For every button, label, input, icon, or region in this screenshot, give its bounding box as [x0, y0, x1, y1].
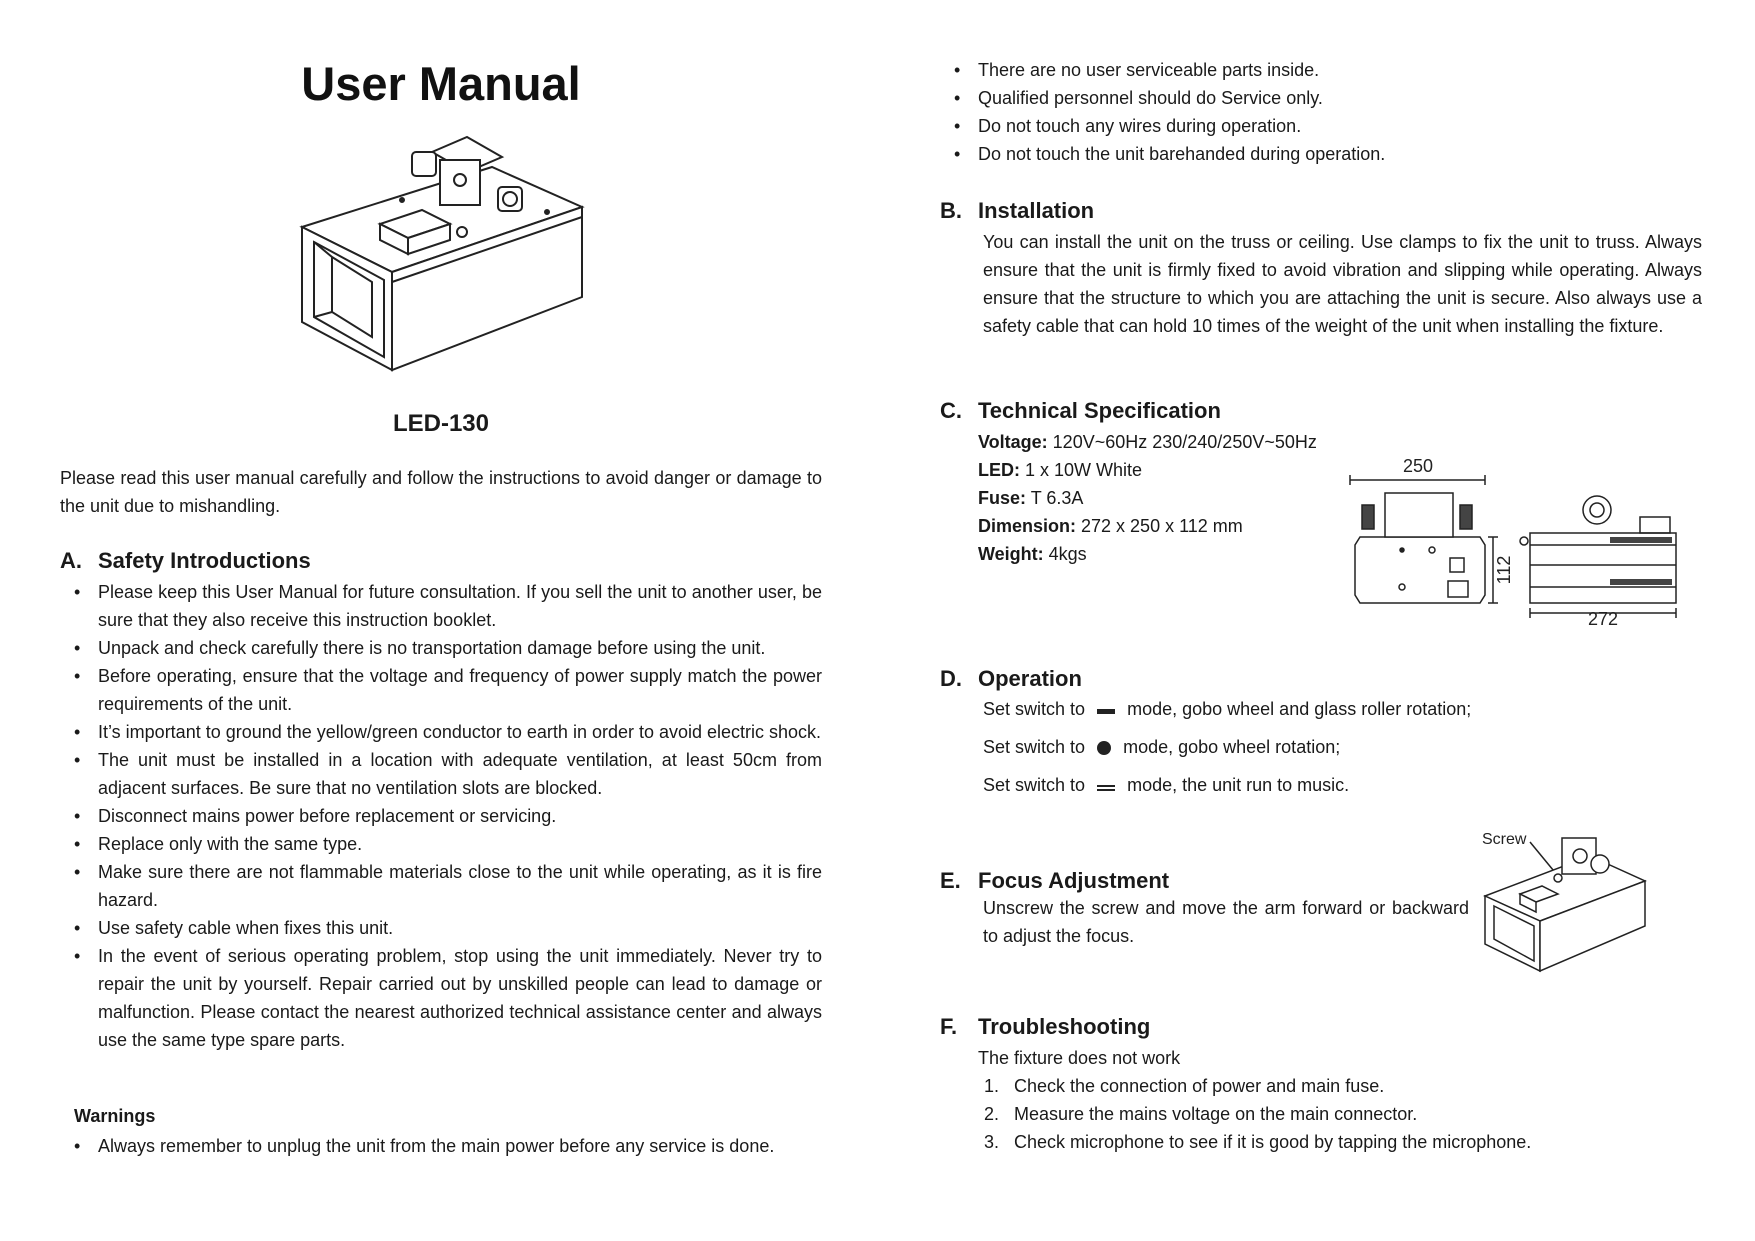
- list-item: • Always remember to unplug the unit from the main power before any service is done.: [60, 1132, 822, 1160]
- list-item: • Do not touch the unit barehanded during operation.: [940, 140, 1702, 168]
- screw-label: Screw: [1482, 831, 1527, 848]
- dimension-drawing: [1340, 455, 1680, 625]
- focus-illustration: [1480, 826, 1670, 974]
- section-a-heading: A. Safety Introductions: [60, 548, 311, 573]
- list-item: • Replace only with the same type.: [60, 830, 822, 858]
- operation-line: Set switch to mode, gobo wheel rotation;: [983, 737, 1341, 757]
- list-item: • Use safety cable when fixes this unit.: [60, 914, 822, 942]
- dim-length-label: 272: [1587, 609, 1619, 625]
- operation-line: Set switch to mode, the unit run to music.: [983, 775, 1350, 795]
- list-item: • Disconnect mains power before replacement or servicing.: [60, 802, 822, 830]
- operation-line: Set switch to mode, gobo wheel and glass roller rotation;: [983, 699, 1472, 719]
- model-name: LED-130: [392, 410, 490, 437]
- spec-fuse: Fuse: T 6.3A: [978, 488, 1084, 508]
- double-line-switch-icon: [1096, 779, 1116, 793]
- troubleshooting-intro: The fixture does not work: [978, 1048, 1181, 1068]
- focus-text: Unscrew the screw and move the arm forward or backward to adjust the focus.: [983, 898, 1469, 946]
- list-item: • Qualified personnel should do Service only.: [940, 84, 1702, 112]
- troubleshooting-steps: [978, 1072, 1698, 1156]
- list-item: 3. Check microphone to see if it is good by tapping the microphone.: [984, 1132, 1532, 1152]
- dim-width-label: 250: [1402, 456, 1434, 476]
- warnings-continued-list: [940, 56, 1702, 168]
- spec-weight: Weight: 4kgs: [978, 544, 1087, 564]
- spec-dimension: Dimension: 272 x 250 x 112 mm: [978, 516, 1243, 536]
- list-item: • Do not touch any wires during operation.: [940, 112, 1702, 140]
- bar-switch-icon: [1096, 703, 1116, 717]
- list-item: • Before operating, ensure that the voltage and frequency of power supply match the power requirements of the unit.: [60, 662, 822, 718]
- spec-voltage: Voltage: 120V~60Hz 230/240/250V~50Hz: [978, 432, 1317, 452]
- dim-height-label: 112: [1494, 555, 1514, 585]
- list-item: • Make sure there are not flammable materials close to the unit while operating, as it is fire hazard.: [60, 858, 822, 914]
- list-item: • The unit must be installed in a location with adequate ventilation, at least 50cm from adjacent surfaces. Be sure that no ventilation slots are blocked.: [60, 746, 822, 802]
- list-item: • There are no user serviceable parts inside.: [940, 56, 1702, 84]
- list-item: • Unpack and check carefully there is no transportation damage before using the unit.: [60, 634, 822, 662]
- spec-list: [978, 428, 1378, 568]
- spec-led: LED: 1 x 10W White: [978, 460, 1143, 480]
- list-item: • It’s important to ground the yellow/green conductor to earth in order to avoid electric shock.: [60, 718, 822, 746]
- warnings-list: [60, 1132, 822, 1160]
- section-b-heading: B. Installation: [940, 198, 1095, 223]
- section-c-heading: C. Technical Specification: [940, 398, 1221, 423]
- safety-list: [60, 578, 822, 1054]
- intro-paragraph: Please read this user manual carefully and follow the instructions to avoid danger or damage to the unit due to mishandling.: [60, 468, 822, 516]
- warnings-heading: Warnings: [74, 1106, 156, 1126]
- section-e-heading: E. Focus Adjustment: [940, 868, 1170, 893]
- installation-text: You can install the unit on the truss or ceiling. Use clamps to fix the unit to truss. Always ensure that the unit is firmly fixed to avoid vibration and slipping while operating. Always ensure that the structure to which you are attaching the unit is secure. Also always use a safety cable that can hold 10 times of the weight of the unit when installing the fixture.: [983, 232, 1702, 336]
- list-item: 1. Check the connection of power and main fuse.: [984, 1076, 1385, 1096]
- operation-lines: [983, 690, 1702, 804]
- list-item: • Please keep this User Manual for future consultation. If you sell the unit to another user, be sure that they also receive this instruction booklet.: [60, 578, 822, 634]
- section-f-heading: F. Troubleshooting: [940, 1014, 1151, 1039]
- list-item: • In the event of serious operating problem, stop using the unit immediately. Never try to repair the unit by yourself. Repair carried out by unskilled people can lead to damage or malfunction. Please contact the nearest authorized technical assistance center and always use the same type spare parts.: [60, 942, 822, 1054]
- product-illustration: [292, 132, 652, 380]
- list-item: 2. Measure the mains voltage on the main connector.: [984, 1104, 1418, 1124]
- section-d-heading: D. Operation: [940, 666, 1082, 691]
- page-title: User Manual: [301, 57, 581, 110]
- dot-switch-icon: [1096, 740, 1112, 756]
